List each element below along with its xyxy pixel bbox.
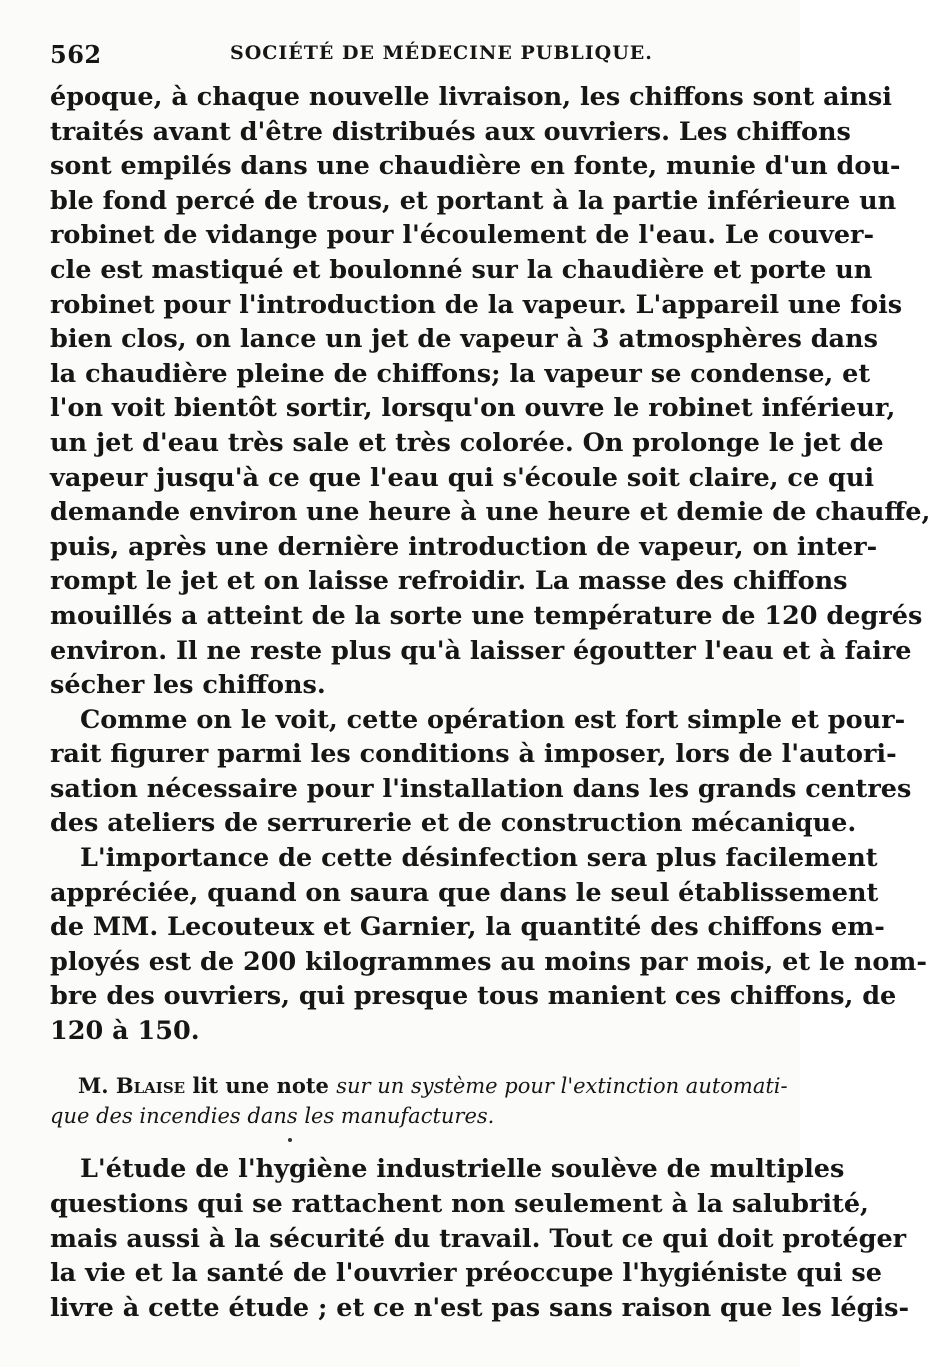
session-note	[50, 1071, 788, 1131]
text-line: mouillés a atteint de la sorte une température de 120 degrés	[50, 600, 923, 631]
text-line: appréciée, quand on saura que dans le seul établissement	[50, 877, 879, 908]
text-line: un jet d'eau très sale et très colorée. On prolonge le jet de	[50, 427, 884, 458]
text-line: Comme on le voit, cette opération est fort simple et pour-	[80, 704, 906, 735]
paragraph-importance	[50, 841, 927, 1049]
text-line: robinet pour l'introduction de la vapeur. L'appareil une fois	[50, 289, 903, 320]
speaker-name: M. Blaise	[78, 1073, 186, 1098]
text-line: 120 à 150.	[50, 1016, 200, 1047]
page-header	[50, 38, 750, 78]
separator-dot	[288, 1138, 292, 1142]
text-line: L'étude de l'hygiène industrielle soulève de multiples	[80, 1154, 845, 1184]
text-line: vapeur jusqu'à ce que l'eau qui s'écoule soit claire, ce qui	[50, 462, 875, 493]
text-line: des ateliers de serrurerie et de construction mécanique.	[50, 808, 857, 839]
text-line: bien clos, on lance un jet de vapeur à 3 atmosphères dans	[50, 324, 878, 355]
text-line: environ. Il ne reste plus qu'à laisser égoutter l'eau et à faire	[50, 635, 912, 666]
text-line: l'on voit bientôt sortir, lorsqu'on ouvre le robinet inférieur,	[50, 393, 896, 424]
running-head: SOCIÉTÉ DE MÉDECINE PUBLIQUE.	[230, 42, 653, 64]
text-line: sécher les chiffons.	[50, 670, 326, 701]
text-line: époque, à chaque nouvelle livraison, les chiffons sont ainsi	[50, 82, 892, 112]
main-text	[50, 80, 930, 1049]
text-line: rait figurer parmi les conditions à imposer, lors de l'autori-	[50, 739, 897, 770]
note-title-part: sur un système pour l'extinction automati-	[336, 1074, 788, 1098]
text-line: sation nécessaire pour l'installation dans les grands centres	[50, 773, 912, 804]
note-line: que des incendies dans les manufactures.	[50, 1104, 495, 1128]
text-line: ble fond percé de trous, et portant à la partie inférieure un	[50, 185, 897, 216]
page-number: 562	[50, 40, 102, 69]
text-line: sont empilés dans une chaudière en fonte, munie d'un dou-	[50, 151, 901, 182]
text-line: de MM. Lecouteux et Garnier, la quantité des chiffons em-	[50, 912, 885, 943]
text-line: rompt le jet et on laisse refroidir. La masse des chiffons	[50, 566, 848, 597]
text-line: demande environ une heure à une heure et demie de chauffe,	[50, 497, 930, 528]
text-line: L'importance de cette désinfection sera plus facilement	[80, 843, 878, 874]
note-verb: lit une note	[185, 1073, 337, 1098]
text-line: la vie et la santé de l'ouvrier préoccupe l'hygiéniste qui se	[50, 1258, 882, 1289]
text-line: livre à cette étude ; et ce n'est pas sans raison que les légis-	[50, 1293, 910, 1324]
text-line: mais aussi à la sécurité du travail. Tout ce qui doit protéger	[50, 1223, 907, 1254]
industrial-hygiene-text	[50, 1152, 910, 1326]
text-line: questions qui se rattachent non seulement à la salubrité,	[50, 1188, 869, 1219]
paragraph-rag-disinfection	[50, 80, 930, 703]
note-line	[50, 1071, 788, 1101]
text-line: bre des ouvriers, qui presque tous manient ces chiffons, de	[50, 981, 897, 1012]
text-line: ployés est de 200 kilogrammes au moins par mois, et le nom-	[50, 946, 927, 977]
text-line: puis, après une dernière introduction de vapeur, on inter-	[50, 531, 878, 562]
paragraph-simple-operation	[50, 703, 912, 841]
text-line: traités avant d'être distribués aux ouvriers. Les chiffons	[50, 116, 851, 147]
text-line: robinet de vidange pour l'écoulement de l'eau. Le couver-	[50, 220, 875, 251]
text-line: la chaudière pleine de chiffons; la vapeur se condense, et	[50, 358, 871, 389]
text-line: cle est mastiqué et boulonné sur la chaudière et porte un	[50, 254, 873, 285]
